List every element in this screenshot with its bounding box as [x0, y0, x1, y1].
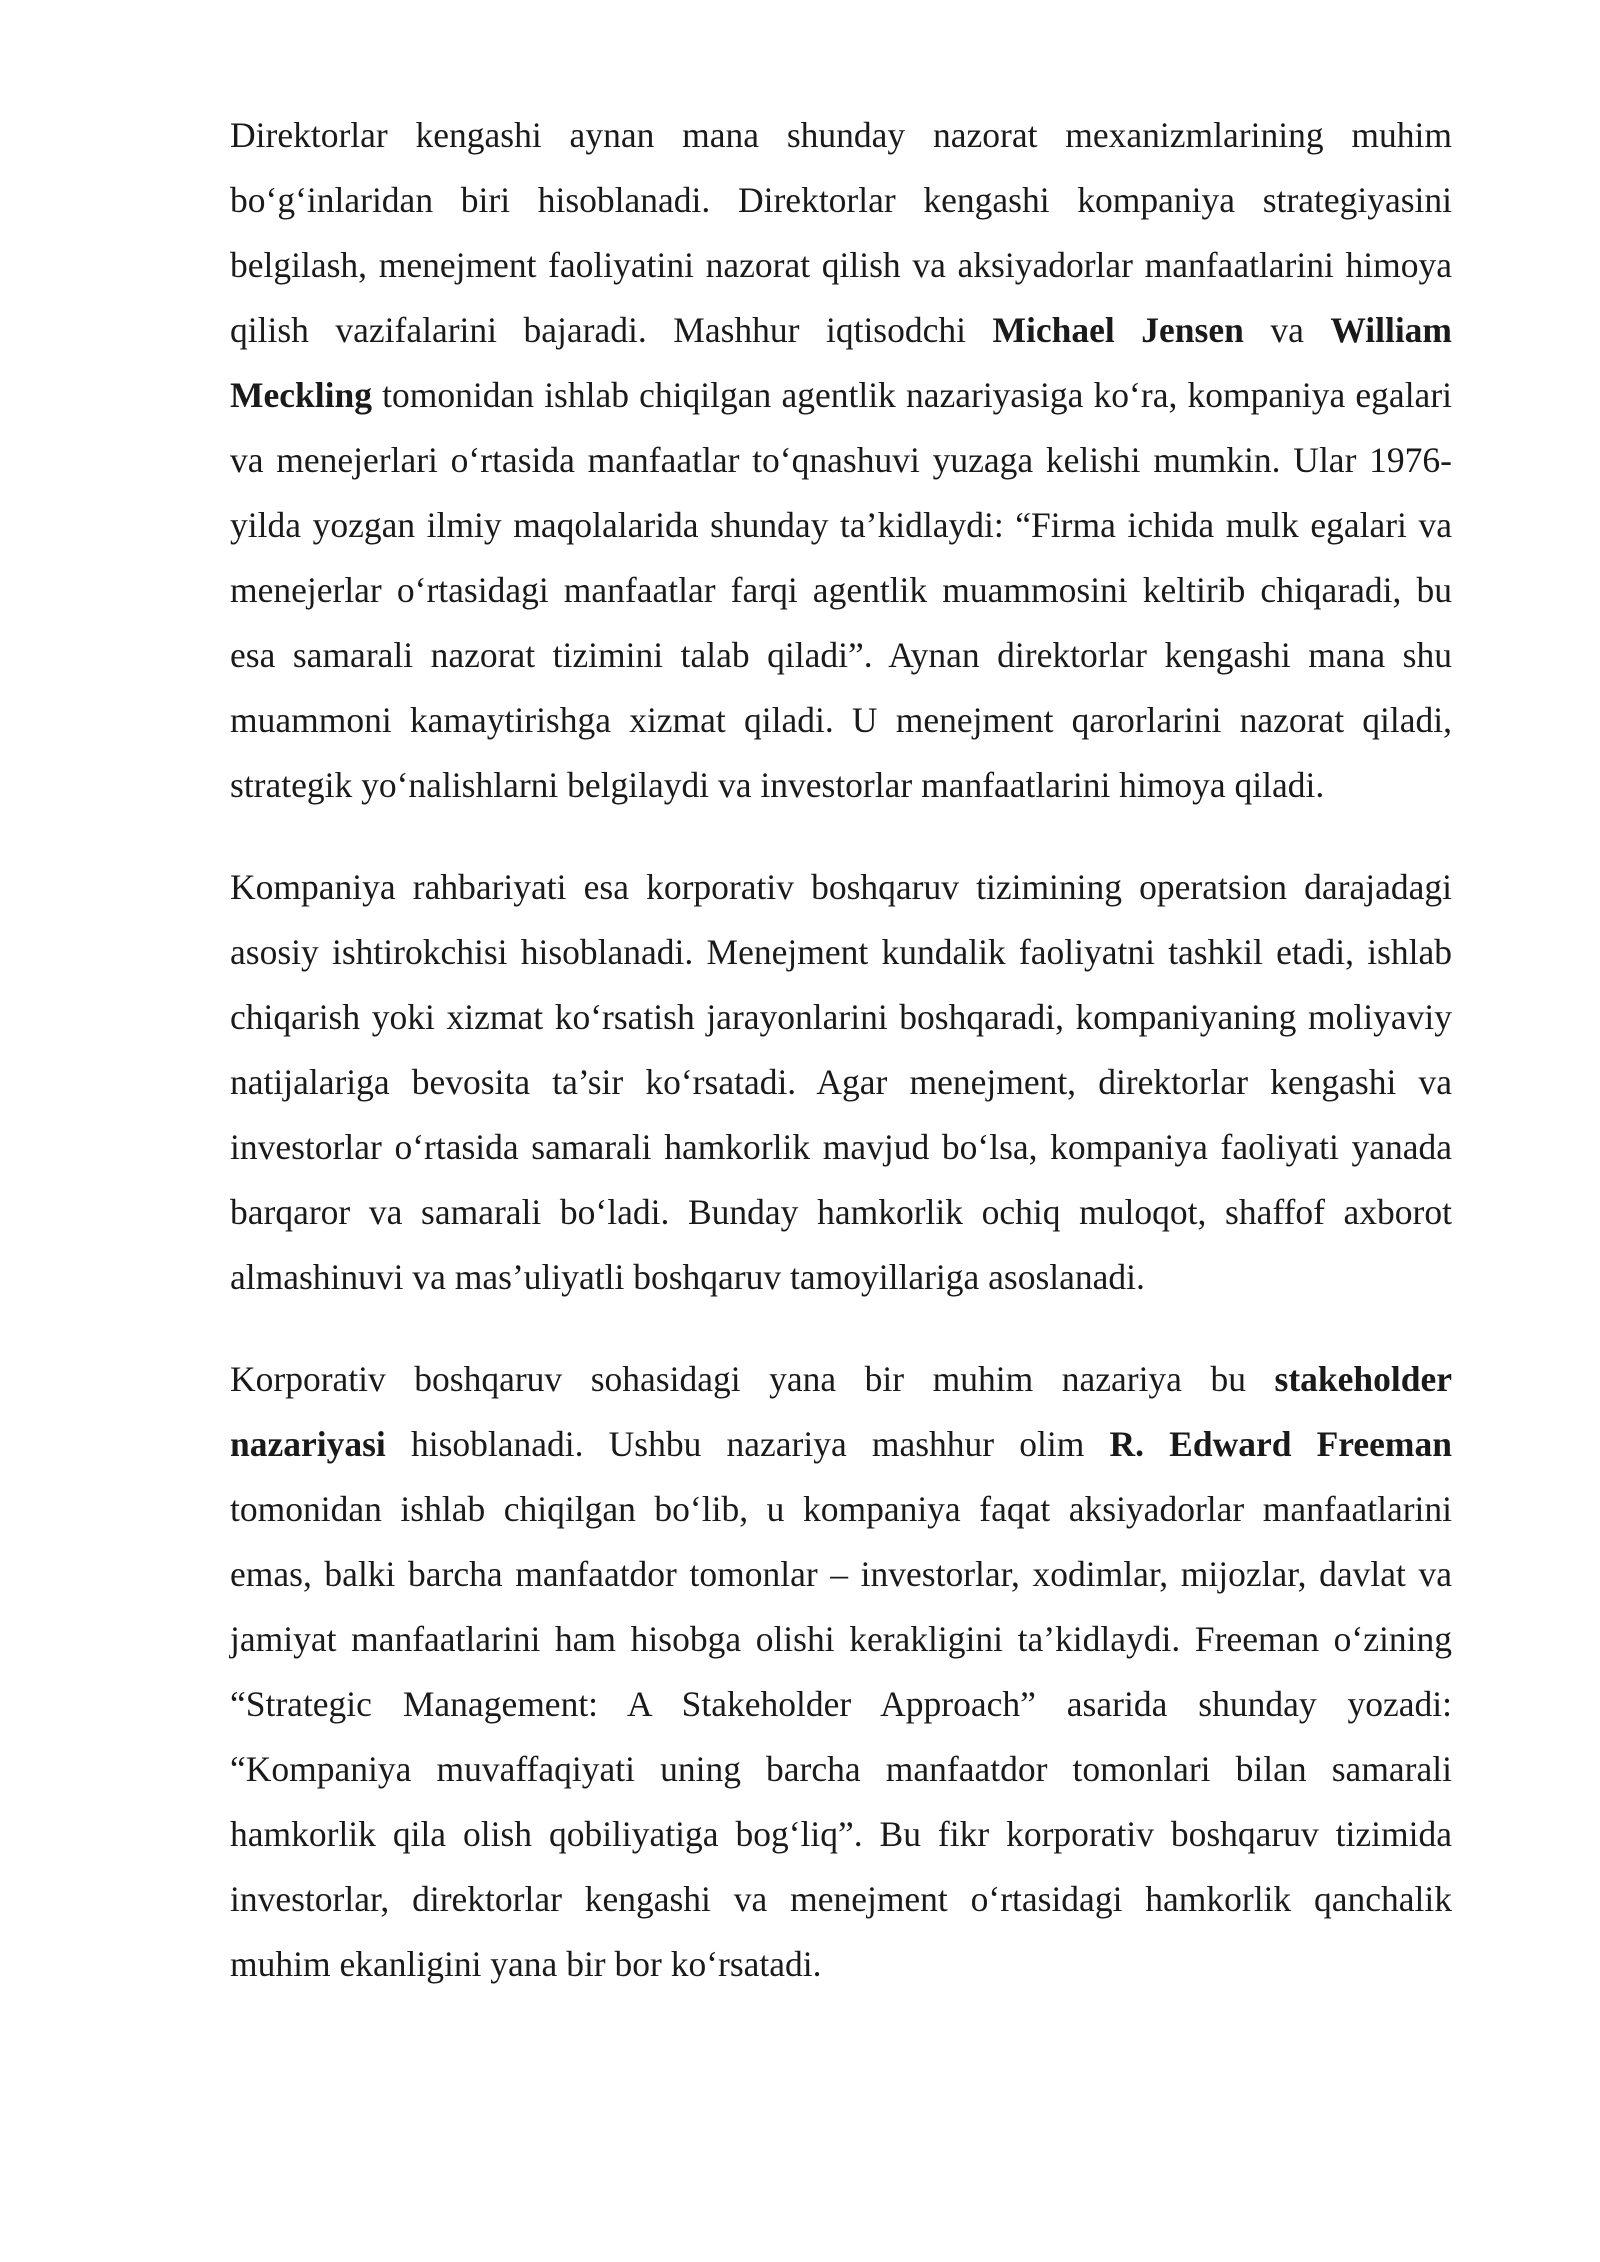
paragraph-stakeholder-theory [230, 1347, 1452, 1997]
text-segment: Direktorlar kengashi aynan mana shunday nazorat mexanizmlarining muhim bo‘g‘inlaridan biri hisoblanadi. Direktorlar kengashi kompaniya strategiyasini belgilash, menejment faoliyatini nazorat qilish va aksiyadorlar manfaatlarini himoya qilish vazifalarini bajaradi. Mashhur iqtisodchi [230, 115, 1452, 350]
text-segment: va [1243, 310, 1331, 350]
paragraph-directors-board [230, 103, 1452, 818]
text-segment: tomonidan ishlab chiqilgan agentlik nazariyasiga ko‘ra, kompaniya egalari va menejerlari o‘rtasida manfaatlar to‘qnashuvi yuzaga kelishi mumkin. Ular 1976-yilda yozgan ilmiy maqolalarida shunday ta’kidlaydi: “Firma ichida mulk egalari va menejerlar o‘rtasidagi manfaatlar farqi agentlik muammosini keltirib chiqaradi, bu esa samarali nazorat tizimini talab qiladi”. Aynan direktorlar kengashi mana shu muammoni kamaytirishga xizmat qiladi. U menejment qarorlarini nazorat qiladi, strategik yo‘nalishlarni belgilaydi va investorlar manfaatlarini himoya qiladi. [230, 375, 1452, 805]
name-michael-jensen: Michael Jensen [992, 310, 1244, 350]
name-william-meckling: William Meckling [230, 310, 1453, 415]
name-r-edward-freeman: R. Edward Freeman [1109, 1424, 1452, 1464]
document-page [230, 103, 1452, 1997]
text-segment: tomonidan ishlab chiqilgan bo‘lib, u kompaniya faqat aksiyadorlar manfaatlarini emas, balki barcha manfaatdor tomonlar – investorlar, xodimlar, mijozlar, davlat va jamiyat manfaatlarini ham hisobga olishi kerakligini ta’kidlaydi. Freeman o‘zining “Strategic Management: A Stakeholder Approach” asarida shunday yozadi: “Kompaniya muvaffaqiyati uning barcha manfaatdor tomonlari bilan samarali hamkorlik qila olish qobiliyatiga bog‘liq”. Bu fikr korporativ boshqaruv tizimida investorlar, direktorlar kengashi va menejment o‘rtasidagi hamkorlik qanchalik muhim ekanligini yana bir bor ko‘rsatadi. [230, 1489, 1452, 1984]
text-segment: Kompaniya rahbariyati esa korporativ boshqaruv tizimining operatsion darajadagi asosiy ishtirokchisi hisoblanadi. Menejment kundalik faoliyatni tashkil etadi, ishlab chiqarish yoki xizmat ko‘rsatish jarayonlarini boshqaradi, kompaniyaning moliyaviy natijalariga bevosita ta’sir ko‘rsatadi. Agar menejment, direktorlar kengashi va investorlar o‘rtasida samarali hamkorlik mavjud bo‘lsa, kompaniya faoliyati yanada barqaror va samarali bo‘ladi. Bunday hamkorlik ochiq muloqot, shaffof axborot almashinuvi va mas’uliyatli boshqaruv tamoyillariga asoslanadi. [230, 867, 1452, 1297]
paragraph-management [230, 855, 1452, 1310]
term-stakeholder-nazariyasi: stakeholder nazariyasi [230, 1359, 1452, 1464]
text-segment: Korporativ boshqaruv sohasidagi yana bir muhim nazariya bu [230, 1359, 1275, 1399]
text-segment: hisoblanadi. Ushbu nazariya mashhur olim [385, 1424, 1110, 1464]
